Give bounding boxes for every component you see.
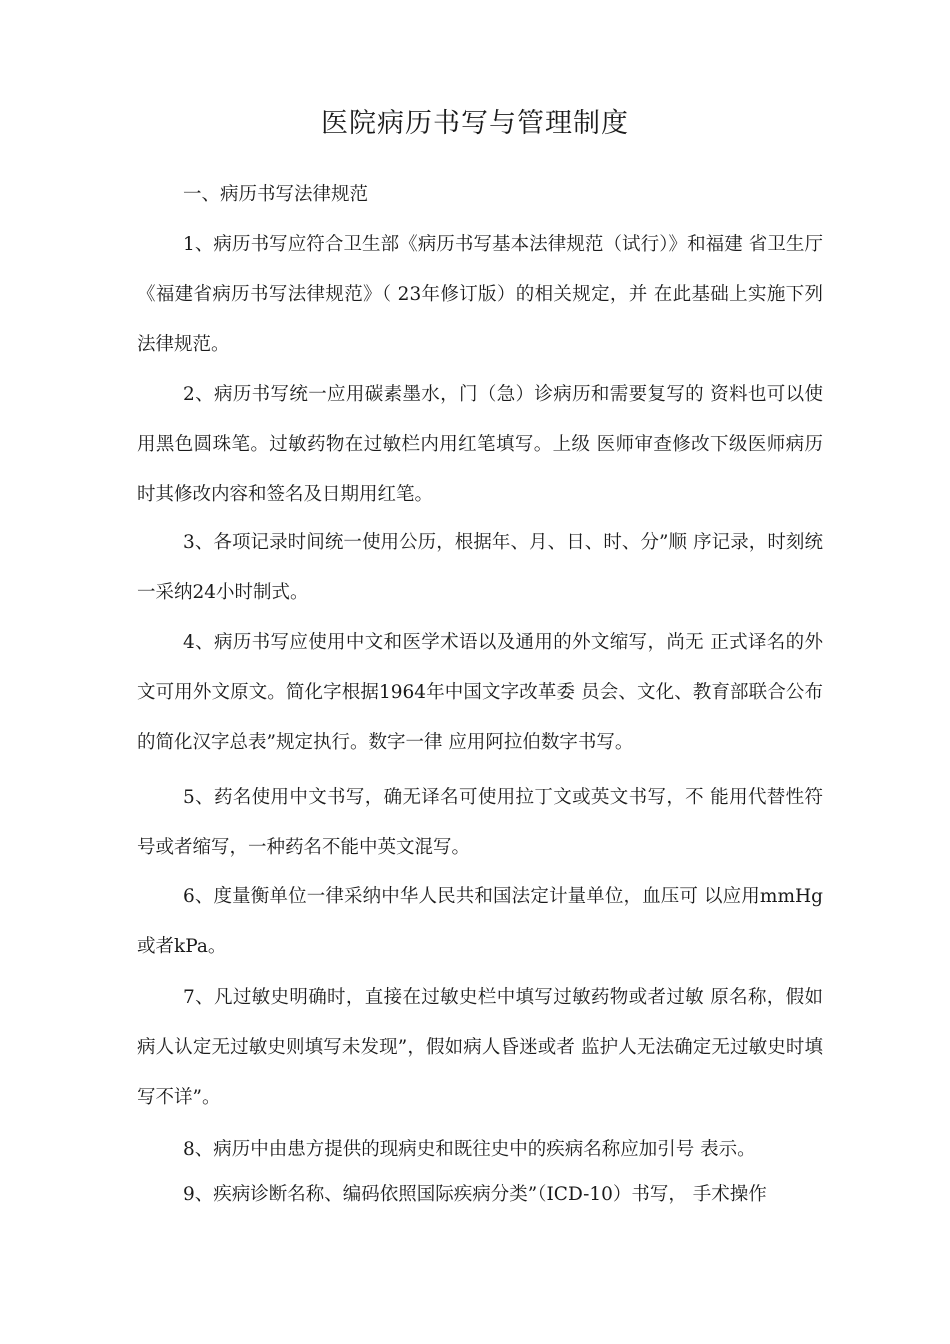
section-heading: 一、病历书写法律规范 bbox=[183, 184, 369, 205]
paragraph-3: 3、各项记录时间统一使用公历，根据年、月、日、时、分”顺 序记录，时刻统一采纳24小时制式。 bbox=[137, 532, 823, 603]
paragraph-6: 6、度量衡单位一律采纳中华人民共和国法定计量单位，血压可 以应用mmHg或者kPa。 bbox=[137, 886, 823, 957]
paragraph-4: 4、病历书写应使用中文和医学术语以及通用的外文缩写，尚无 正式译名的外文可用外文原文。简化字根据1964年中国文字改革委 员会、文化、教育部联合公布的简化汉字总表”规定执行。数字一律 应用阿拉伯数字书写。 bbox=[137, 632, 823, 753]
paragraph-9: 9、疾病诊断名称、编码依照国际疾病分类”（ICD-10）书写， 手术操作 bbox=[183, 1184, 767, 1205]
paragraph-1: 1、病历书写应符合卫生部《病历书写基本法律规范（试行）》和福建 省卫生厅《福建省病历书写法律规范》（ 23年修订版）的相关规定，并 在此基础上实施下列法律规范。 bbox=[137, 234, 823, 355]
paragraph-8: 8、病历中由患方提供的现病史和既往史中的疾病名称应加引号 表示。 bbox=[183, 1139, 756, 1160]
paragraph-2: 2、病历书写统一应用碳素墨水，门（急）诊病历和需要复写的 资料也可以使用黑色圆珠笔。过敏药物在过敏栏内用红笔填写。上级 医师审查修改下级医师病历时其修改内容和签名及日期用红笔。 bbox=[137, 384, 823, 505]
document-title: 医院病历书写与管理制度 bbox=[321, 108, 629, 139]
paragraph-5: 5、药名使用中文书写，确无译名可使用拉丁文或英文书写，不 能用代替性符号或者缩写，一种药名不能中英文混写。 bbox=[137, 787, 823, 858]
paragraph-7: 7、凡过敏史明确时，直接在过敏史栏中填写过敏药物或者过敏 原名称，假如病人认定无过敏史则填写未发现”，假如病人昏迷或者 监护人无法确定无过敏史时填写不详”。 bbox=[137, 987, 823, 1108]
